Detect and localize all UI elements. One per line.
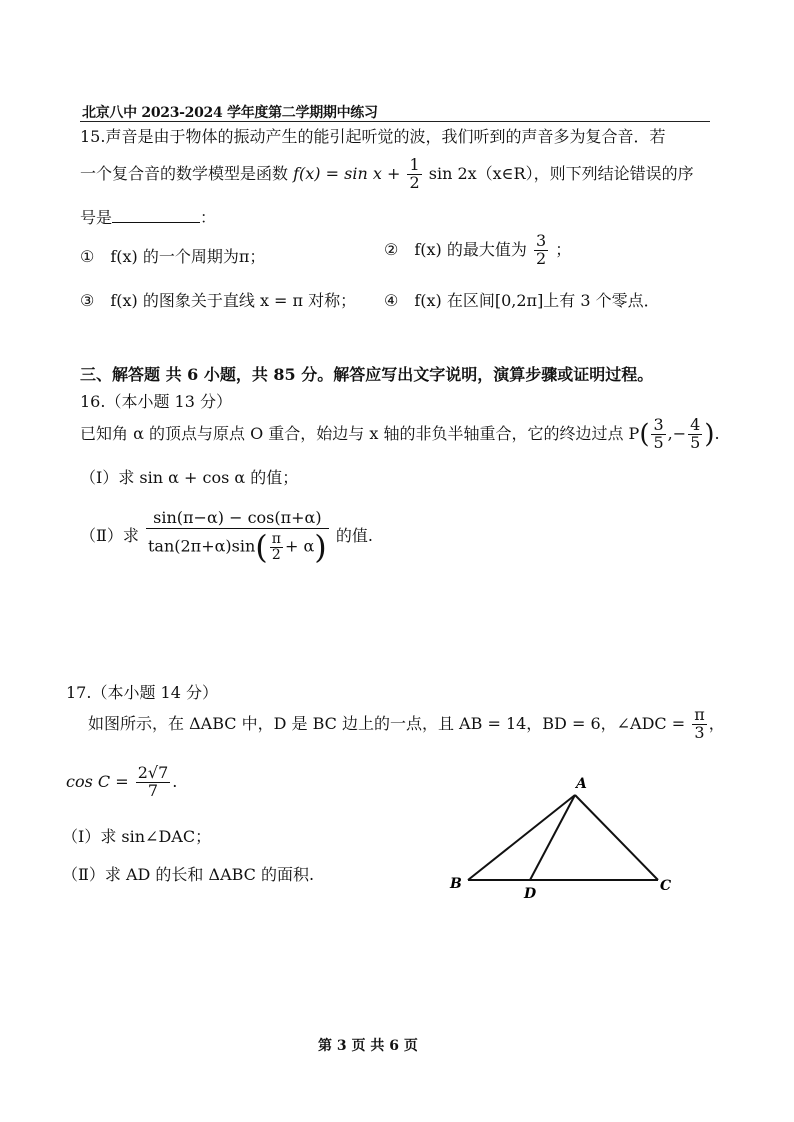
q15-half-den: 2 — [409, 173, 420, 192]
q16-den-plus-alpha: + α — [284, 536, 315, 556]
q17-angle-num: π — [694, 705, 705, 725]
q16-stem — [80, 414, 720, 454]
q16-point-sep: ,− — [667, 424, 687, 443]
q16-part-2-post: 的值. — [335, 526, 373, 545]
q16-heading: 16.（本小题 13 分） — [80, 392, 232, 411]
side-ab — [468, 795, 575, 880]
segment-ad — [530, 795, 575, 880]
q16-part-1: （Ⅰ）求 sin α + cos α 的值； — [80, 468, 299, 487]
q17-cos-line — [66, 760, 177, 804]
q15-line2 — [80, 156, 694, 192]
q15-option-2-pre: ② f(x) 的最大值为 — [384, 240, 527, 259]
q16-den-pi-half — [270, 532, 283, 562]
q17-stem-end: ， — [708, 714, 725, 733]
q15-line2-pre: 一个复合音的数学模型是函数 — [80, 164, 289, 183]
page-footer: 第 3 页 共 6 页 — [318, 1038, 418, 1054]
q16-den-pi: π — [271, 531, 281, 548]
q15-option-4: ④ f(x) 在区间[0,2π]上有 3 个零点． — [384, 291, 660, 310]
q16-part-2-fraction — [146, 507, 329, 567]
q17-cos-end: . — [172, 772, 178, 791]
side-ac — [575, 795, 658, 880]
q17-cos-pre: cos C = — [66, 772, 129, 791]
label-a: A — [576, 776, 587, 792]
q16-py-fraction — [688, 417, 702, 452]
q15-half-num: 1 — [409, 155, 420, 175]
q15-option-3: ③ f(x) 的图象关于直线 x = π 对称； — [80, 291, 357, 310]
q15-line3-text: 号是 — [80, 208, 113, 227]
q15-line3-end: ： — [200, 208, 217, 227]
label-c: C — [660, 878, 672, 894]
q16-den-paren-open: ( — [255, 528, 268, 567]
q17-part-2: （Ⅱ）求 AD 的长和 ΔABC 的面积. — [62, 865, 315, 884]
page-header: 北京八中 2023-2024 学年度第二学期期中练习 — [82, 105, 378, 121]
section-3-title: 三、解答题 共 6 小题，共 85 分。解答应写出文字说明，演算步骤或证明过程。 — [80, 365, 654, 384]
q16-part-2-num: sin(π−α) − cos(π+α) — [146, 510, 329, 530]
q15-option-2-den: 2 — [535, 249, 547, 268]
q17-part-1: （Ⅰ）求 sin∠DAC； — [62, 827, 212, 846]
q17-stem — [88, 704, 725, 744]
q16-py-den: 5 — [690, 433, 701, 452]
header-rule — [80, 121, 710, 122]
q15-line3 — [80, 205, 216, 228]
q15-half-fraction — [407, 157, 421, 192]
q15-option-1: ① f(x) 的一个周期为π； — [80, 247, 266, 266]
label-d: D — [524, 886, 537, 900]
q16-stem-pre: 已知角 α 的顶点与原点 O 重合，始边与 x 轴的非负半轴重合，它的终边过点 P — [80, 424, 640, 443]
q16-paren-close: ) — [704, 419, 715, 450]
q15-option-2-fraction — [534, 233, 548, 268]
q17-cos-den: 7 — [147, 781, 159, 800]
q16-den-tan: tan(2π+α)sin — [147, 536, 256, 556]
q16-part-2-pre: （Ⅱ）求 — [80, 526, 139, 545]
q16-part-2 — [80, 500, 373, 572]
q16-px-num: 3 — [653, 415, 664, 435]
q17-cos-num: 2√7 — [137, 763, 169, 783]
label-b: B — [450, 876, 462, 892]
q16-paren-open: ( — [639, 419, 650, 450]
triangle-figure — [440, 770, 680, 900]
q16-stem-end: . — [714, 424, 720, 443]
q16-den-two: 2 — [271, 546, 281, 563]
q17-angle-fraction — [692, 707, 707, 742]
q17-heading: 17.（本小题 14 分） — [66, 683, 218, 702]
q17-angle-den: 3 — [694, 723, 705, 742]
q15-line1: 15.声音是由于物体的振动产生的能引起听觉的波，我们听到的声音多为复合音．若 — [80, 127, 666, 146]
q16-py-num: 4 — [690, 415, 701, 435]
q17-cos-fraction — [136, 765, 171, 800]
q16-px-fraction — [651, 417, 665, 452]
q15-option-2 — [384, 232, 571, 268]
q16-px-den: 5 — [653, 433, 664, 452]
q15-function: f(x) = sin x + — [293, 164, 401, 183]
q15-option-2-post: ； — [555, 240, 572, 259]
q15-line2-post: sin 2x（x∈R），则下列结论错误的序 — [428, 164, 694, 183]
answer-blank — [112, 208, 200, 223]
q15-option-2-num: 3 — [535, 231, 547, 251]
q16-part-2-den — [146, 528, 329, 567]
q17-stem-pre: 如图所示，在 ΔABC 中，D 是 BC 边上的一点，且 AB = 14，BD = 6，∠ADC = — [88, 714, 686, 733]
q16-den-paren-close: ) — [314, 528, 327, 567]
